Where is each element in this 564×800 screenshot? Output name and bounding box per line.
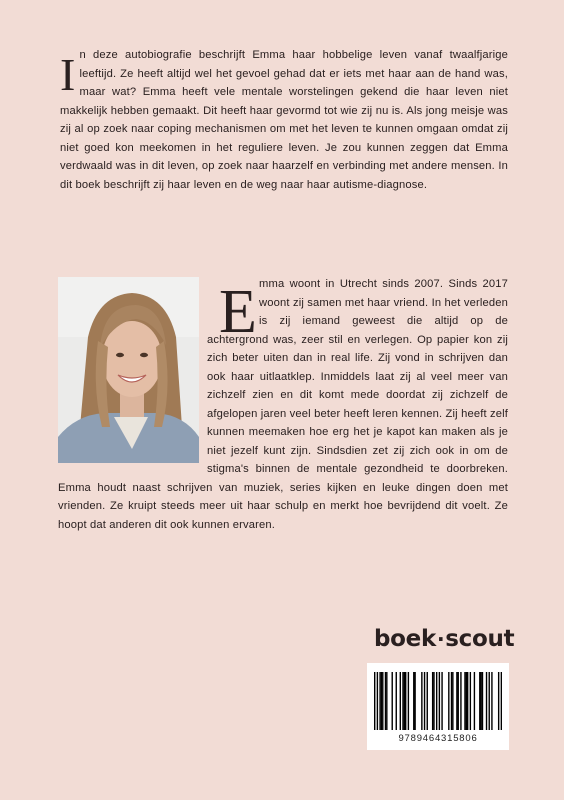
barcode-bar <box>385 672 386 730</box>
isbn-number: 9789464315806 <box>398 733 478 744</box>
bio-text: mma woont in Utrecht sinds 2007. Sinds 2017 woont zij samen met haar vriend. In het verleden is zij iemand geweest die altijd op de achtergrond was, zeer stil en verlegen. Op papier kon zij zich beter uiten dan in real life. Zij vond in schrijven dan ook haar uitlaatklep. Inmiddels laat zij al veel meer van zichzelf zien en dit komt mede doordat zij zichzelf de afgelopen jaren veel beter heeft leren kennen. Zij heeft zelf kunnen meemaken hoe erg het je kapot kan maken als je niet jezelf kunt zijn. Sindsdien zet zij zich ook in om de stigma's binnen de mentale gezondheid te doorbreken. Emma houdt naast schrijven van muziek, series kijken en leuke dingen doen met vrienden. Ze kruipt steeds meer uit haar schulp en merkt hoe bevrijdend dit voelt. Ze hoopt dat anderen dit ook kunnen ervaren. <box>58 278 508 531</box>
isbn-barcode <box>367 663 509 750</box>
intro-dropcap: I <box>60 49 76 100</box>
barcode-bar <box>405 672 406 730</box>
barcode-bar <box>408 672 409 730</box>
barcode-bar <box>386 672 387 730</box>
barcode-bar <box>414 672 415 730</box>
barcode-bar <box>381 672 382 730</box>
publisher-logo <box>374 626 514 652</box>
barcode-bar <box>439 672 440 730</box>
barcode-bar <box>379 672 380 730</box>
barcode-bar <box>424 672 425 730</box>
barcode-bar <box>491 672 492 730</box>
bio-dropcap: E <box>219 278 258 346</box>
barcode-bar <box>474 672 475 730</box>
barcode-bar <box>441 672 442 730</box>
author-bio <box>58 275 508 534</box>
barcode-bar <box>432 672 433 730</box>
barcode-bar <box>421 672 422 730</box>
barcode-bar <box>498 672 499 730</box>
barcode-bar <box>392 672 393 730</box>
barcode-bar <box>404 672 405 730</box>
barcode-bar <box>482 672 483 730</box>
barcode-bar <box>480 672 481 730</box>
barcode-bar <box>470 672 471 730</box>
barcode-bar <box>433 672 434 730</box>
barcode-bar <box>501 672 502 730</box>
barcode-bar <box>489 672 490 730</box>
publisher-logo-part2: scout <box>445 626 515 652</box>
barcode-bar <box>396 672 397 730</box>
barcode-bars <box>374 672 502 730</box>
barcode-bar <box>382 672 383 730</box>
barcode-bar <box>374 672 375 730</box>
barcode-bar <box>402 672 403 730</box>
barcode-bar <box>413 672 414 730</box>
barcode-bar <box>467 672 468 730</box>
barcode-bar <box>448 672 449 730</box>
intro-text: n deze autobiografie beschrijft Emma haar hobbelige leven vanaf twaalfjarige leeftijd. Ze heeft altijd wel het gevoel gehad dat er iets met haar aan de hand was, maar wat? Emma heeft vele mentale worstelingen gekend die haar leven niet makkelijk hebben gemaakt. Dit heeft haar gevormd tot wie zij nu is. Als jong meisje was zij al op zoek naar coping mechanismen om met het leven te kunnen omgaan omdat zij niet goed kon meekomen in het reguliere leven. Je zou kunnen zeggen dat Emma verdwaald was in dit leven, op zoek naar haarzelf en verbinding met andere mensen. In dit boek beschrijft zij haar leven en de weg naar haar autisme-diagnose. <box>60 49 508 191</box>
barcode-bar <box>451 672 452 730</box>
barcode-bar <box>464 672 465 730</box>
barcode-bar <box>452 672 453 730</box>
publisher-logo-part1: boek <box>374 626 436 652</box>
barcode-bar <box>427 672 428 730</box>
barcode-bar <box>377 672 378 730</box>
book-description <box>60 46 508 194</box>
publisher-logo-separator: · <box>436 627 445 651</box>
barcode-bar <box>456 672 457 730</box>
barcode-bar <box>486 672 487 730</box>
barcode-bar <box>400 672 401 730</box>
barcode-bar <box>479 672 480 730</box>
barcode-bar <box>436 672 437 730</box>
barcode-bar <box>466 672 467 730</box>
barcode-bar <box>460 672 461 730</box>
barcode-bar <box>458 672 459 730</box>
